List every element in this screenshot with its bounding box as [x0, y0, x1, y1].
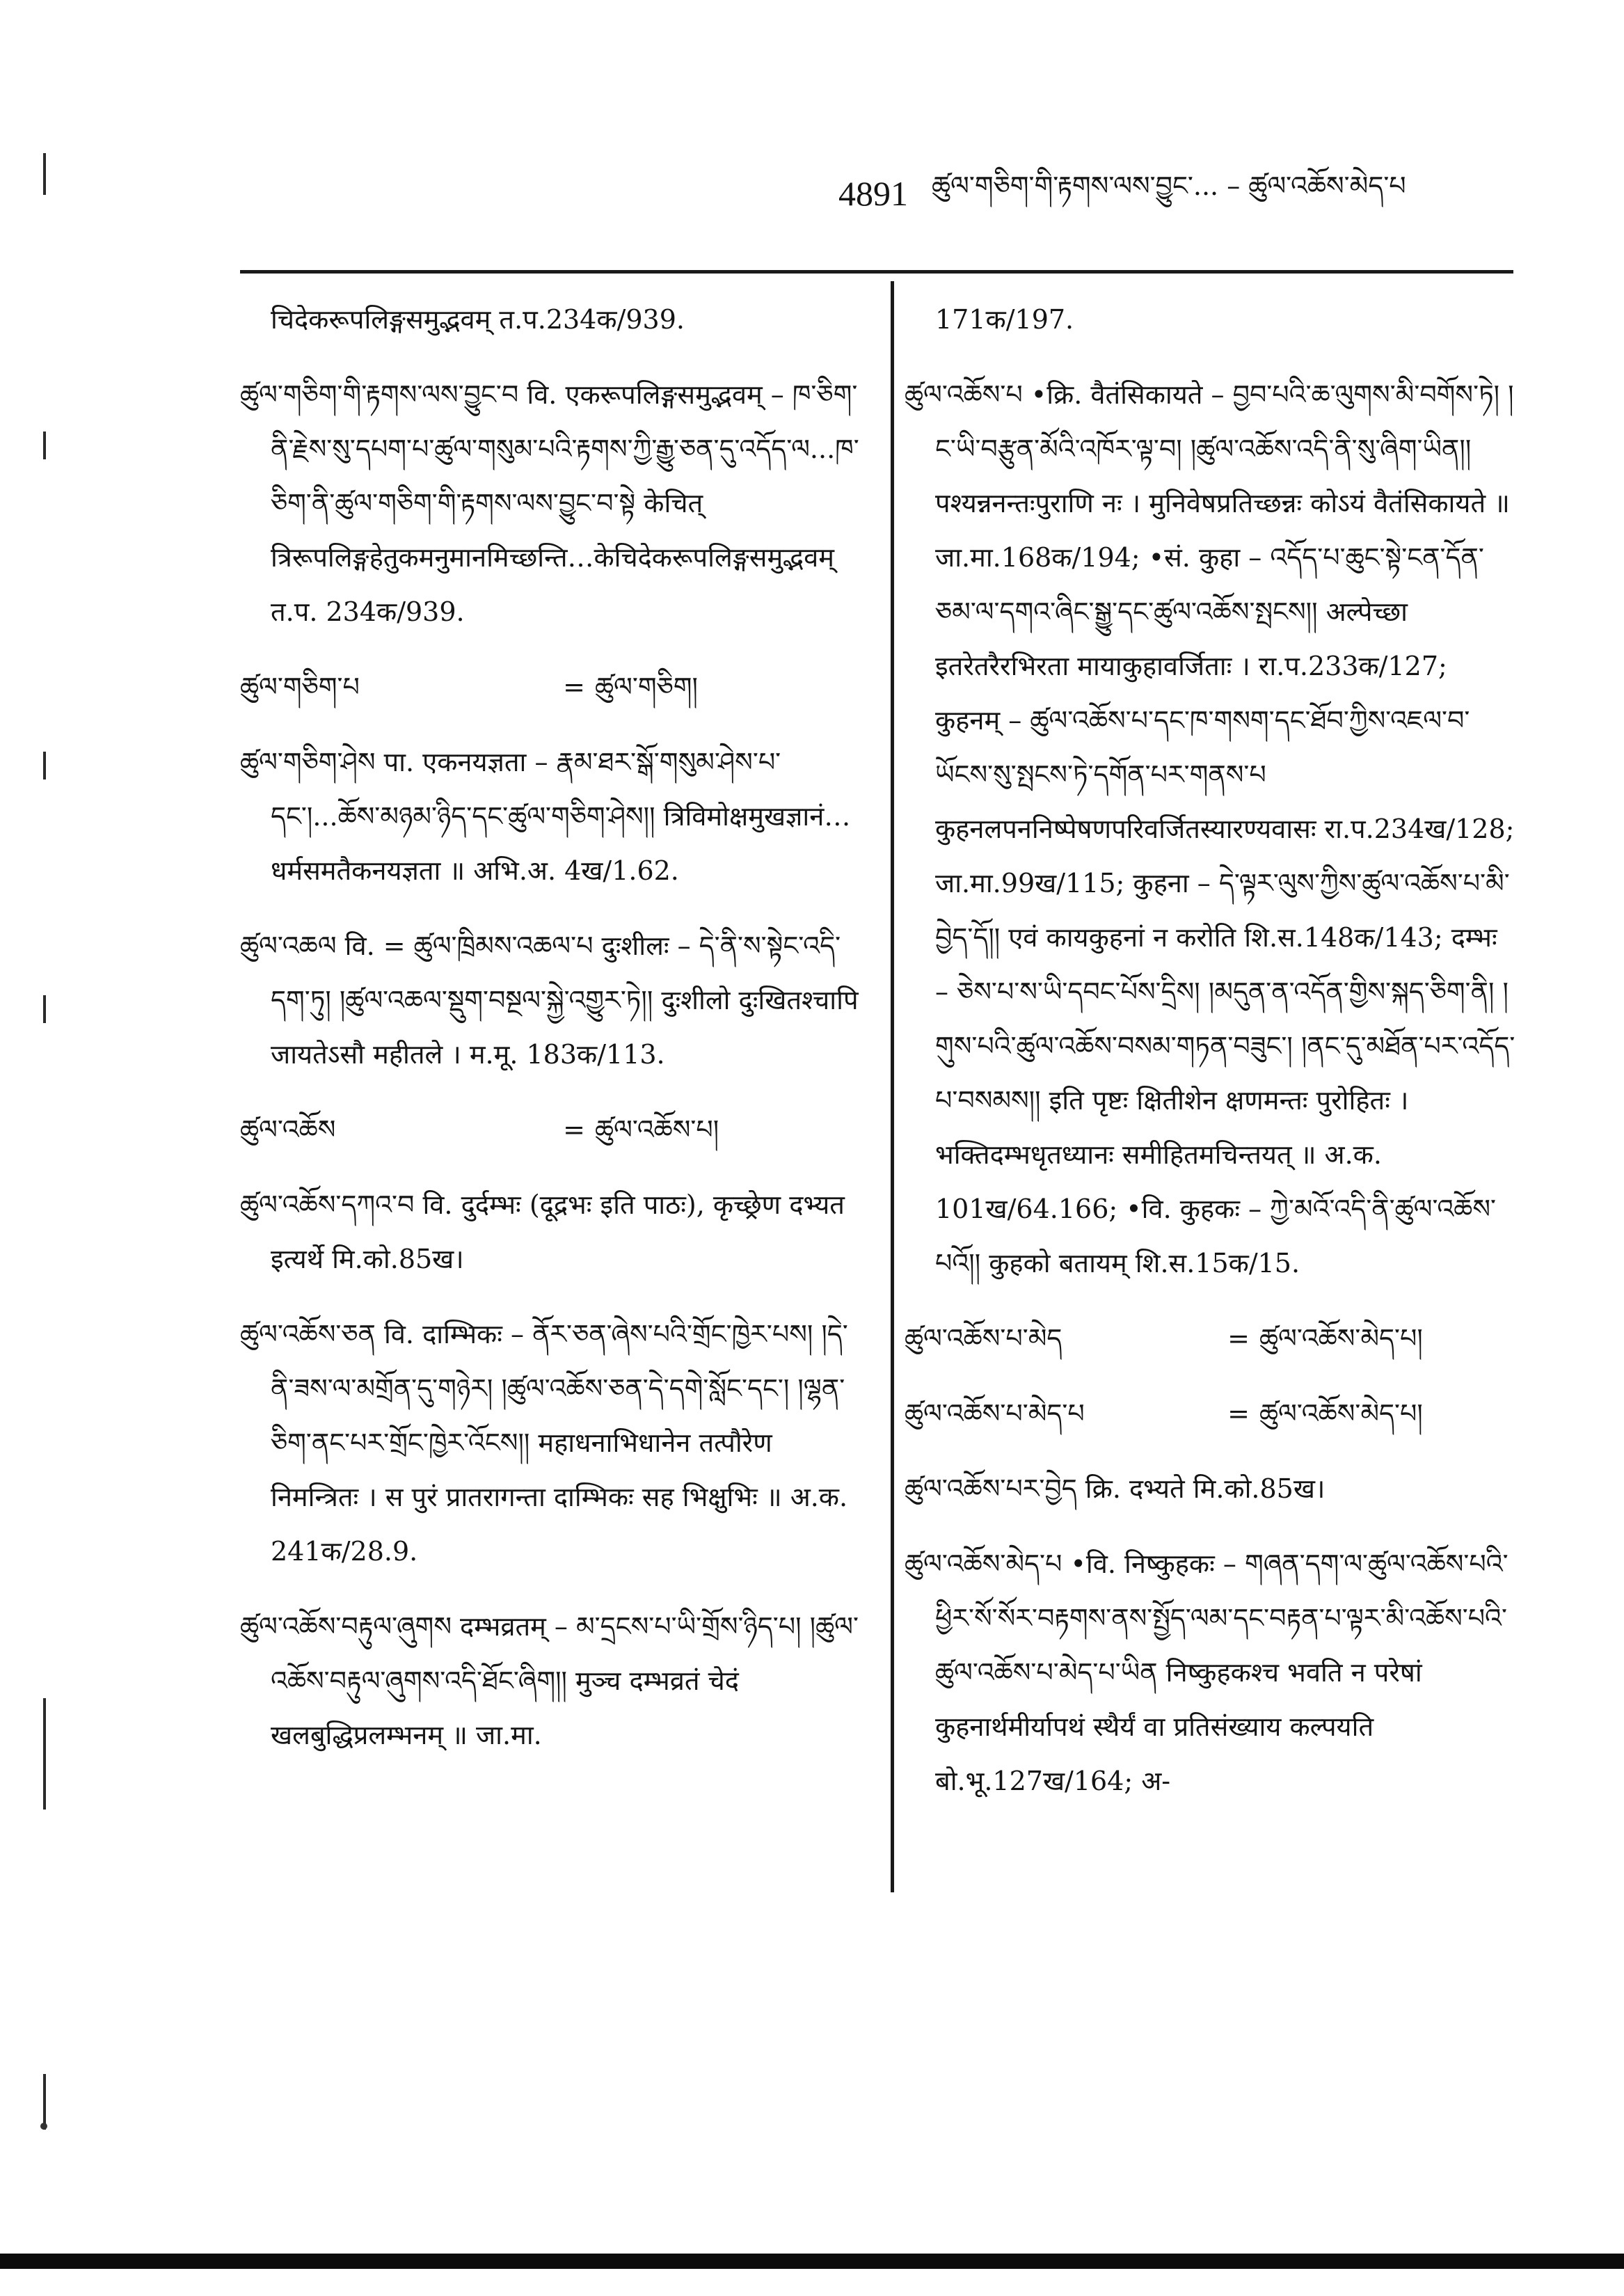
equals-sign: =	[563, 1114, 585, 1145]
cross-ref-target: ཚུལ་གཅིག།	[595, 672, 698, 702]
dictionary-entry: ཚུལ་འཆོས་པ •क्रि. वैतंसिकायते – བྱབ་པའི་ཆ་ལུགས་མི་བགོས་ཏེ། །ང་ཡི་བརྩུན་མོའི་འཁོར་ལྟ་བ། །ཚུལ་འཆོས་འདི་ནི་སུ་ཞིག་ཡིན།། पश्यन्ननन्तःपुराणि नः । मुनिवेषप्रतिच्छन्नः कोऽयं वैतंसिकायते ॥ जा.मा.168क/194; •सं. कुहा – འདོད་པ་ཆུང་སྟེ་ངན་དོན་ཅམ་ལ་དགའ་ཞིང་སྒྱུ་དང་ཚུལ་འཆོས་སྤངས།། अल्पेच्छा इतरेतरैरभिरता मायाकुहावर्जिताः । रा.प.233क/127; कुहनम् – ཚུལ་འཆོས་པ་དང་ཁ་གསག་དང་ཐོབ་ཀྱིས་འཇལ་བ་ཡོངས་སུ་སྤངས་ཏེ་དགོན་པར་གནས་པ कुहनलपननिष्पेषणपरिवर्जितस्यारण्यवासः रा.प.234ख/128; जा.मा.99ख/115; कुहना – དེ་ལྟར་ལུས་ཀྱིས་ཚུལ་འཆོས་པ་མི་བྱེད་དོ།། एवं कायकुहनां न करोति शि.स.148क/143; दम्भः – ཅེས་པ་ས་ཡི་དབང་པོས་དྲིས། །མདུན་ན་འདོན་གྱིས་སྐད་ཅིག་ནི། །གུས་པའི་ཚུལ་འཆོས་བསམ་གཏན་བཟུང་། །ནང་དུ་མཐོན་པར་འདོད་པ་བསམས།། इति पृष्टः क्षितीशेन क्षणमन्तः पुरोहितः । भक्तिदम्भधृतध्यानः समीहितमचिन्तयत् ॥ अ.क. 101ख/64.166; •वि. कुहकः – ཀྱེ་མའོ་འདི་ནི་ཚུལ་འཆོས་པའོ།། कुहको बतायम् शि.स.15क/15.	[905, 379, 1515, 1278]
margin-dot	[40, 2123, 47, 2130]
equals-sign: =	[563, 672, 585, 702]
margin-mark	[43, 432, 46, 459]
cross-reference	[905, 1311, 1517, 1365]
cross-reference	[240, 1102, 866, 1157]
dictionary-entry: ཚུལ་འཆོས་ཅན वि. दाम्भिकः – ནོར་ཅན་ཞེས་པའི་གྲོང་ཁྱེར་པས། །དེ་ནི་ཟས་ལ་མགྲོན་དུ་གཉེར། །ཚུལ་འཆོས་ཅན་དེ་དགེ་སློང་དང་། །ལྷན་ཅིག་ནང་པར་གྲོང་ཁྱེར་འོངས།། महाधनाभिधानेन तत्पौरेण निमन्त्रितः । स पुरं प्रातरागन्ता दाम्भिकः सह भिक्षुभिः ॥ अ.क. 241क/28.9.	[240, 1319, 848, 1567]
cross-ref-term: ཚུལ་འཆོས	[240, 1114, 336, 1145]
cross-ref-target: ཚུལ་འཆོས་མེད་པ།	[1259, 1398, 1423, 1429]
dictionary-entry: 171क/197.	[935, 304, 1074, 335]
right-column	[905, 292, 1517, 1829]
dictionary-entry: ཚུལ་གཅིག་གི་རྟགས་ལས་བྱུང་བ वि. एकरूपलिङ्गसमुद्भवम् – ཁ་ཅིག་ནི་རྗེས་སུ་དཔག་པ་ཚུལ་གསུམ་པའི་རྟགས་ཀྱི་རྒྱུ་ཅན་དུ་འདོད་ལ...ཁ་ཅིག་ནི་ཚུལ་གཅིག་གི་རྟགས་ལས་བྱུང་བ་སྟེ केचित् त्रिरूपलिङ्गहेतुकमनुमानमिच्छन्ति…केचिदेकरूपलिङ्गसमुद्भवम् त.प. 234क/939.	[240, 379, 859, 627]
cross-ref-term: ཚུལ་འཆོས་པ་མེད་པ	[905, 1398, 1085, 1429]
page-number: 4891	[838, 174, 908, 213]
dictionary-entry: ཚུལ་འཆོས་བརྟུལ་ཞུགས दम्भव्रतम् – མ་དྲངས་པ་ཡི་གྲོས་ཉིད་པ། །ཚུལ་འཆོས་བརྟུལ་ཞུགས་འདི་ཐོང་ཞིག།། मुञ्च दम्भव्रतं चेदं खलबुद्धिप्रलम्भनम् ॥ जा.मा.	[240, 1611, 859, 1750]
margin-mark	[43, 752, 46, 779]
cross-ref-target: ཚུལ་འཆོས་མེད་པ།	[1259, 1323, 1423, 1354]
scan-bottom-edge	[0, 2254, 1624, 2269]
margin-mark	[43, 2074, 46, 2130]
dictionary-entry: चिदेकरूपलिङ्गसमुद्भवम् त.प.234क/939.	[271, 304, 685, 335]
page-header	[838, 166, 1520, 221]
dictionary-entry: ཚུལ་འཆོས་མེད་པ •वि. निष्कुहकः – གཞན་དག་ལ་ཚུལ་འཆོས་པའི་ཕྱིར་སོ་སོར་བརྟགས་ནས་སྤྱོད་ལམ་དང་བརྟན་པ་ལྟར་མི་འཆོས་པའི་ཚུལ་འཆོས་པ་མེད་པ་ཡིན निष्कुहकश्च भवति न परेषां कुहनार्थमीर्यापथं स्थैर्यं वा प्रतिसंख्याय कल्पयति बो.भू.127ख/164; अ-	[905, 1549, 1508, 1796]
cross-reference	[905, 1386, 1517, 1441]
running-head: ཚུལ་གཅིག་གི་རྟགས་ལས་བྱུང་... – ཚུལ་འཆོས་མེད་པ	[932, 170, 1406, 201]
cross-ref-target: ཚུལ་འཆོས་པ།	[595, 1114, 719, 1145]
dictionary-entry: ཚུལ་འཆོས་དཀའ་བ वि. दुर्दम्भः (दूद्रभः इति पाठः), कृच्छ्रेण दभ्यत इत्यर्थे मि.को.85ख।	[240, 1189, 845, 1274]
margin-mark	[43, 153, 46, 195]
equals-sign: =	[1227, 1398, 1250, 1429]
cross-ref-term: ཚུལ་འཆོས་པ་མེད	[905, 1323, 1062, 1354]
margin-mark	[43, 1698, 46, 1810]
dictionary-entry: ཚུལ་གཅིག་ཤེས पा. एकनयज्ञता – རྣམ་ཐར་སྒོ་གསུམ་ཤེས་པ་དང་།...ཆོས་མཉམ་ཉིད་དང་ཚུལ་གཅིག་ཤེས།། त्रिविमोक्षमुखज्ञानं…धर्मसमतैकनयज्ञता ॥ अभि.अ. 4ख/1.62.	[240, 747, 851, 886]
cross-reference	[240, 660, 866, 714]
margin-mark	[43, 995, 46, 1023]
header-rule	[240, 270, 1513, 274]
dictionary-entry: ཚུལ་འཆོས་པར་བྱེད क्रि. दभ्यते मि.को.85ख।	[905, 1473, 1326, 1504]
cross-ref-term: ཚུལ་གཅིག་པ	[240, 672, 360, 702]
equals-sign: =	[1227, 1323, 1250, 1354]
left-column	[240, 292, 866, 1783]
column-divider	[891, 281, 894, 1892]
dictionary-entry: ཚུལ་འཆལ वि. = ཚུལ་ཁྲིམས་འཆལ་པ दुःशीलः – དེ་ནི་ས་སྟེང་འདི་དག་ཏུ། །ཚུལ་འཆལ་སྡུག་བསྔལ་སྐྱེ་འགྱུར་ཏེ།། दुःशीलो दुःखितश्चापि जायतेऽसौ महीतले । म.मू. 183क/113.	[240, 931, 859, 1070]
